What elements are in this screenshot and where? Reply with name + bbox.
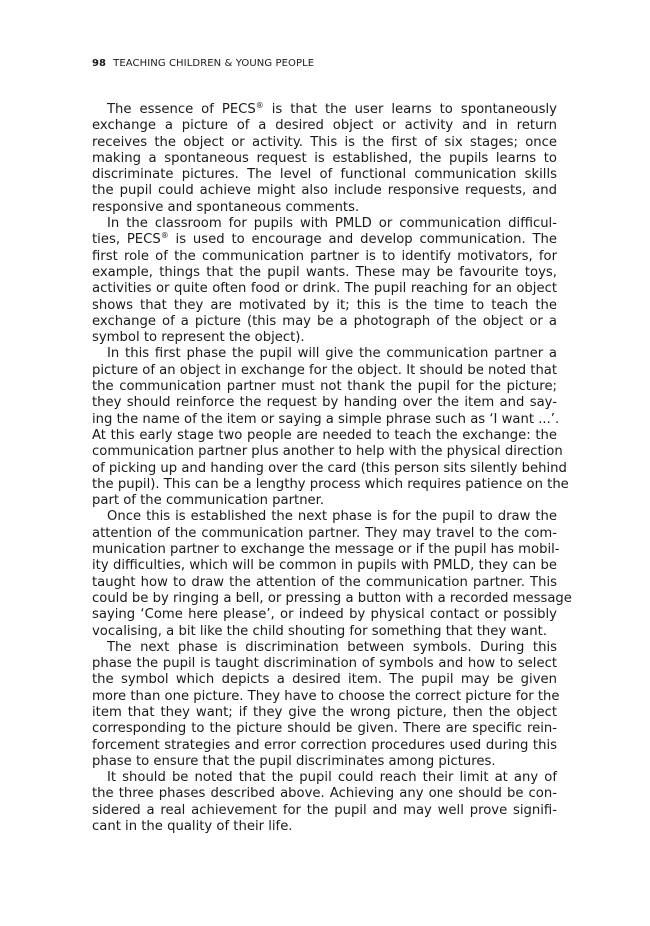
text-line: saying ‘Come here please’, or indeed by physical contact or possibly: [92, 607, 557, 623]
text-line: phase to ensure that the pupil discriminates among pictures.: [92, 753, 496, 769]
body-text: [92, 101, 572, 835]
paragraph: [92, 346, 569, 509]
paragraph: [92, 639, 560, 770]
running-head: [92, 58, 314, 69]
paragraph: [92, 216, 557, 346]
text-line: attention of the communication partner. They may travel to the com-: [92, 525, 557, 541]
text-line: symbol to represent the object).: [92, 330, 305, 346]
text-line: the communication partner must not thank the pupil for the picture;: [92, 379, 557, 395]
text-line: In the classroom for pupils with PMLD or communication difficul-: [107, 216, 557, 232]
text-line: activities or quite often food or drink. The pupil reaching for an object: [92, 281, 557, 297]
text-line: picture of an object in exchange for the object. It should be noted that: [92, 362, 558, 378]
paragraph: [92, 509, 572, 639]
text-line: The essence of PECS® is that the user learns to spontaneously: [107, 101, 557, 117]
text-line: exchange a picture of a desired object or activity and in return: [92, 118, 557, 134]
text-line: munication partner to exchange the message or if the pupil has mobil-: [92, 542, 560, 558]
text-line: communication partner plus another to help with the physical direction: [92, 444, 563, 460]
text-line: item that they want; if they give the wrong picture, then the object: [92, 704, 557, 720]
text-line: example, things that the pupil wants. These may be favourite toys,: [92, 264, 557, 280]
text-line: shows that they are motivated by it; this is the time to teach the: [92, 297, 557, 313]
paragraph: [92, 770, 557, 835]
text-line: could be by ringing a bell, or pressing a button with a recorded message: [92, 590, 572, 606]
text-line: the pupil could achieve might also include responsive requests, and: [92, 183, 557, 199]
text-line: ing the name of the item or saying a simple phrase such as ‘I want ...’.: [92, 411, 560, 427]
text-line: the pupil). This can be a lengthy process which requires patience on the: [92, 476, 569, 492]
text-line: exchange of a picture (this may be a photograph of the object or a: [92, 313, 557, 329]
text-line: vocalising, a bit like the child shouting for something that they want.: [92, 623, 547, 639]
text-line: cant in the quality of their life.: [92, 819, 293, 835]
text-line: responsive and spontaneous comments.: [92, 199, 360, 215]
text-line: receives the object or activity. This is the first of six stages; once: [92, 134, 557, 150]
text-line: making a spontaneous request is established, the pupils learns to: [92, 150, 557, 166]
text-line: In this first phase the pupil will give the communication partner a: [107, 346, 557, 362]
paragraph: [92, 102, 557, 216]
text-line: At this early stage two people are needed to teach the exchange: the: [92, 427, 557, 443]
page-number: 98: [92, 58, 107, 69]
text-line: It should be noted that the pupil could reach their limit at any of: [107, 770, 557, 786]
text-line: taught how to draw the attention of the communication partner. This: [92, 574, 557, 590]
text-line: discriminate pictures. The level of functional communication skills: [92, 167, 557, 183]
text-line: corresponding to the picture should be given. There are specific rein-: [92, 721, 557, 737]
text-line: Once this is established the next phase is for the pupil to draw the: [107, 509, 557, 525]
text-line: the three phases described above. Achieving any one should be con-: [92, 786, 557, 802]
text-line: first role of the communication partner is to identify motivators, for: [92, 248, 557, 264]
registered-mark: ®: [160, 231, 169, 241]
text-line: The next phase is discrimination between symbols. During this: [107, 639, 557, 655]
text-line: phase the pupil is taught discrimination of symbols and how to select: [92, 656, 557, 672]
running-title: TEACHING CHILDREN & YOUNG PEOPLE: [113, 58, 315, 69]
text-line: forcement strategies and error correction procedures used during this: [92, 737, 557, 753]
text-line: ity difficulties, which will be common in pupils with PMLD, they can be: [92, 558, 557, 574]
text-line: sidered a real achievement for the pupil and may well prove signifi-: [92, 802, 557, 818]
text-line: the symbol which depicts a desired item. The pupil may be given: [92, 672, 557, 688]
text-line: ties, PECS® is used to encourage and develop communication. The: [92, 231, 557, 248]
text-line: of picking up and handing over the card (this person sits silently behind: [92, 460, 567, 476]
text-line: more than one picture. They have to choose the correct picture for the: [92, 688, 560, 704]
text-line: part of the communication partner.: [92, 493, 325, 509]
text-line: they should reinforce the request by handing over the item and say-: [92, 395, 557, 411]
registered-mark: ®: [255, 101, 264, 110]
